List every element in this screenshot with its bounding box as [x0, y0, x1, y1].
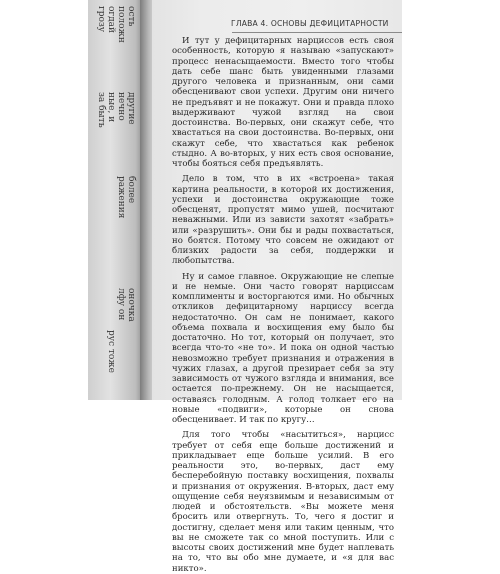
paragraph: И тут у дефицитарных нарциссов есть своя особенность, которую я называю «запускают» процесс ненасыщаемости. Вместо того чтобы дать себе шанс быть увиденными глазами другого человека и признанным, они сами обесценивают свои успехи. Другим они ничего не предъявят и не покажут. Они и правда плохо выдерживают чужой взгляд на свои достоинства. Во-первых, они скажут себе, что хвастаться на свои достоинства. Во-первых, они скажут себе, что хвастаться как ребенок стыдно. А во-вторых, у них есть своя основание, чтобы бояться себя предъявлять.	[172, 36, 394, 169]
left-page-fragment: огдай	[106, 6, 116, 34]
left-page-fragment: другие	[126, 92, 136, 125]
left-page-fragment: ость	[126, 6, 136, 27]
left-page-fragment: лфу он	[116, 288, 126, 321]
left-page-fragment: нечно	[116, 92, 126, 121]
paragraph: Ну и самое главное. Окружающие не слепые и не немые. Они часто говорят нарциссам комплименты и восторгаются ими. Но обычных откликов дефицитарному нарциссу всегда недостаточно. Он сам не понимает, какого объема похвала и восхищения ему было бы достаточно. Но тот, который он получает, это всегда что-то «не то». И пока он одной частью невозможно требует признания и отражения в чужих глазах, а другой презирает себя за эту зависимость от чужого взгляда и внимания, все остается по-прежнему. Он не насыщается, оставаясь голодным. А голод толкает его на новые «подвиги», которые он снова обесценивает. И так по кругу…	[172, 271, 394, 425]
chapter-title: ГЛАВА 4. ОСНОВЫ ДЕФИЦИТАРНОСТИ	[231, 19, 389, 28]
left-page-fragment: ражения	[116, 176, 126, 219]
left-page-fragment: более	[126, 176, 136, 204]
book-page	[152, 0, 402, 574]
left-page-fragment: ные, и	[106, 92, 116, 123]
left-page-fragment: положн	[116, 6, 126, 43]
background-right	[402, 0, 500, 400]
paragraph: Дело в том, что в их «встроена» такая картина реальности, в которой их достижения, успехи и достоинства окружающие тоже обесценят, пропустят мимо ушей, посчитают неважными. Или из зависти захотят «забрать» или «разрушить». Они бы и рады похвастаться, но боятся. Потому что совсем не ожидают от близких радости за себя, поддержки и любопытства.	[172, 174, 394, 267]
left-page-fragment: оночка	[126, 288, 136, 322]
left-page-fragment: грозу	[96, 6, 106, 33]
left-page-fragment: рус тоже	[106, 330, 116, 373]
page-body	[172, 36, 394, 574]
paragraph: Для того чтобы «насытиться», нарцисс требует от себя еще больше достижений и прикладывает еще больше усилий. В его реальности это, во-первых, даст ему бесперебойную поставку восхищения, похвалы и признания от окружения. В-вторых, даст ему ощущение себя неуязвимым и независимым от людей и обстоятельств. «Вы можете меня бросить или отвергнуть. То, чего я достиг и достигну, сделает меня или таким ценным, что вы не сможете так со мной поступить. Или с высоты своих достижений мне будет наплевать на то, что вы обо мне думаете, и «я для вас никто».	[172, 430, 394, 574]
left-page	[88, 0, 144, 400]
left-page-fragment: за быть	[96, 92, 106, 128]
